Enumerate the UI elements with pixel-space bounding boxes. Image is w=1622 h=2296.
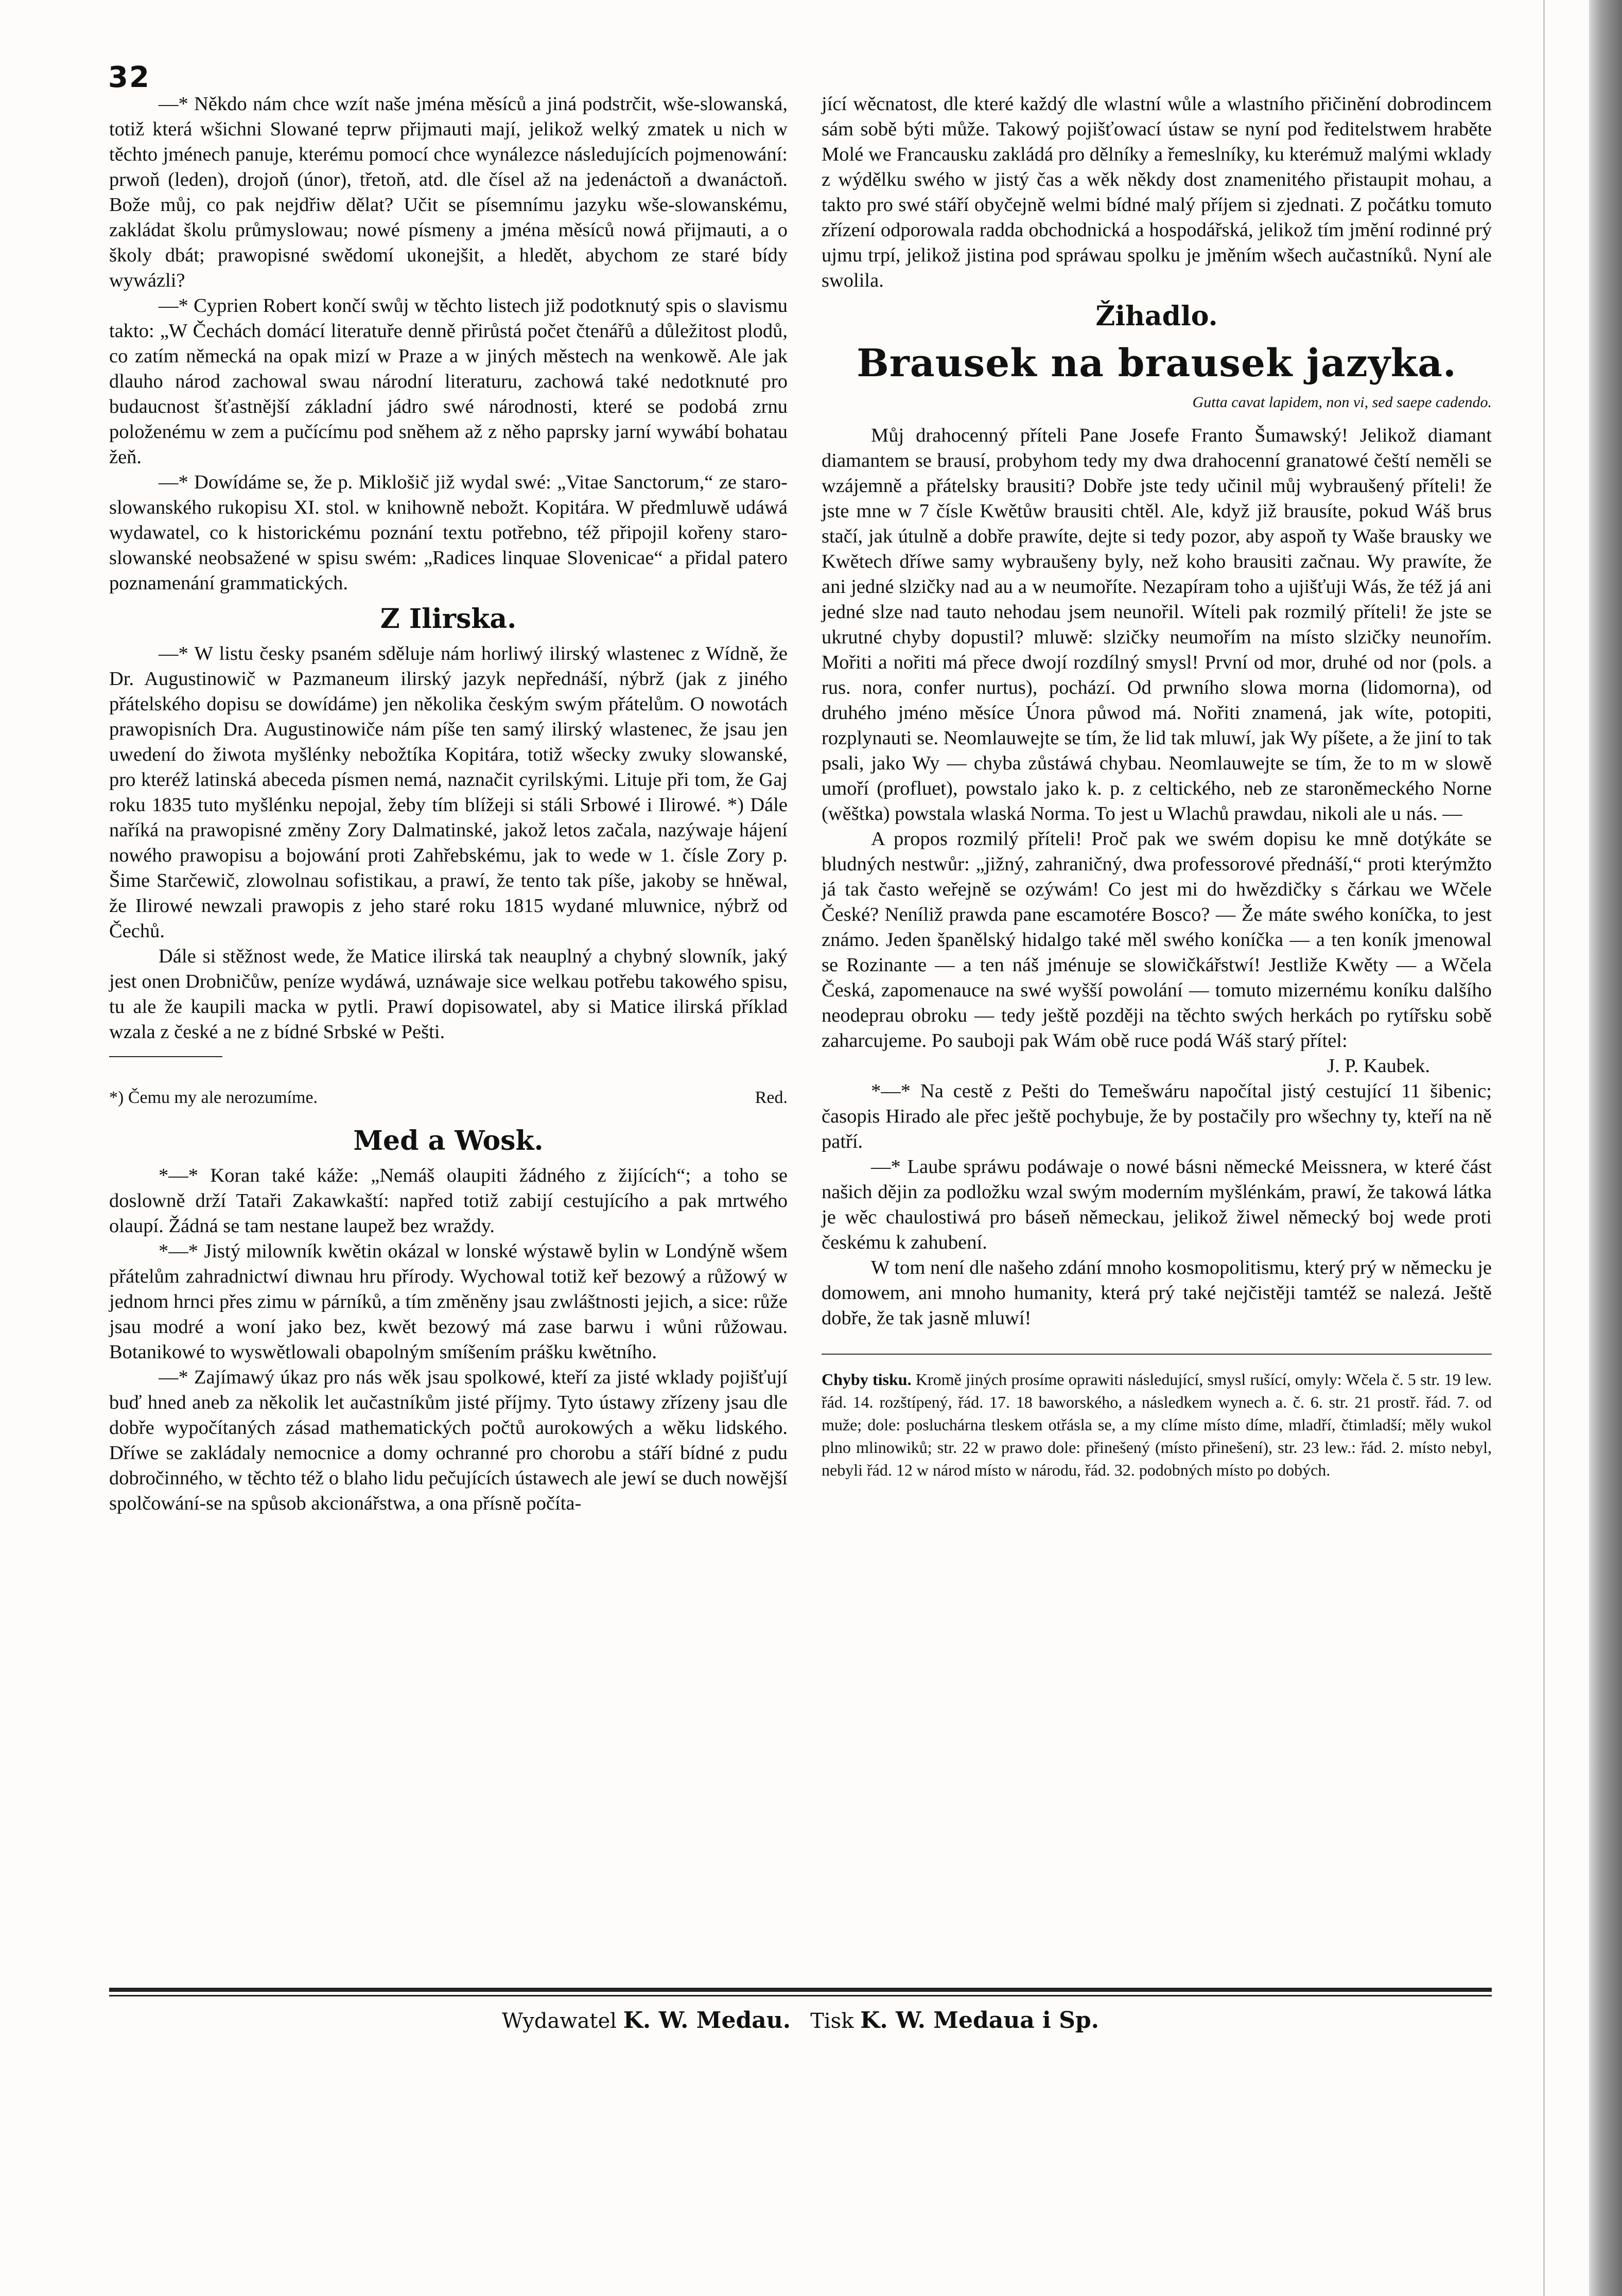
continued-paragraph: jící wěcnatost, dle které každý dle wlastní wůle a wlastního přičinění dobrodincem sám sobě býti může. Takowý pojišťowací ústaw se nyní pod ředitelstwem hraběte Molé we Francausku zakládá pro dělníky a řemeslníky, ku kterémuž malými wklady z wýdělku swého w jistý čas a wěk někdy dost znamenitého přistaupit mohau, a takto pro swé stáří obyčejně welmi bídné malý příjem si zjednati. Z počátku tomuto zřízení odporowala radda obchodnická a hospodářská, jelikož tím jmění rodinné prý ujmu trpí, jelikož jistina pod spráwau spolku je jměním wšech aučastníků. Nyní ale swolila. — [822, 93, 1492, 291]
illyria-paragraph: Dále si stěžnost wede, že Matice ilirská tak neauplný a chybný slowník, jaký jest onen Drobničůw, peníze wydáwá, uznáwaje sice welkau potřebu takowého spisu, tu ale že kaupili macka w pytli. Prawí dopisowatel, aby si Matice ilirská příklad wzala z české a ne z bídné Srbské w Pešti. — [109, 945, 788, 1043]
footnote-rule — [109, 1056, 222, 1057]
publisher-label: Wydawatel — [502, 2009, 617, 2033]
news-item-cyprien-robert: —* Cyprien Robert končí swůj w těchto listech již podotknutý spis o slavismu takto: „W Čechách domácí literatuře denně přirůstá počet čtenářů a důležitost plodů, co zatím německá na opak mizí w Praze a w jiných městech na wenkowě. Ale jak dlauho národ zachowal swau národní literaturu, zachowá také nedotknuté pro budaucnost šťastnější základní jádro swé národnosti, které se podobá zrnu položenému w zem a pučícímu pod sněhem až z něho paprsky jarní wywábí bohatau žeň. — [109, 295, 788, 468]
printer-name: K. W. Medaua i Sp. — [860, 2007, 1099, 2034]
right-column — [822, 92, 1492, 1481]
article-motto: Gutta cavat lapidem, non vi, sed saepe cadendo. — [1192, 394, 1492, 411]
errata-lead: Chyby tisku. — [822, 1370, 912, 1389]
publisher-name: K. W. Medau. — [623, 2007, 791, 2034]
honey-paragraph: —* Zajímawý úkaz pro nás wěk jsau spolkowé, kteří za jisté wklady pojišťují buď hned aneb za několik let aučastníkům jisté příjmy. Tyto ústawy zřízeny jsau dle dobře wypočítaných zásad mathematických počtů aurokowých a wěku lidského. Dříwe se zakládaly nemocnice a domy ochranné pro chorobu a stáří bídné z pudu dobročinného, w těchto též o blaho lidu pečujících ústawech ale jewí se duch nowější spolčowání-se na spůsob akcionářstwa, a ona přísně počíta- — [109, 1366, 788, 1514]
footnote-text: *) Čemu my ale nerozumíme. — [109, 1088, 318, 1107]
article-title: Brausek na brausek jazyka. — [857, 341, 1457, 385]
honey-paragraph: *—* Jistý milowník kwětin okázal w lonské wýstawě bylin w Londýně wšem přátelům zahradnictwí diwnau hru přírody. Wychowal totiž keř bezowý a růžowý w jednom hrnci přes zimu w párníků, a tím změněny jsau zwláštnosti jejich, a sice: růže jsau modré a woní jako bez, kwět bezowý má zase barwu i wůni růžowau. Botanikowé to wyswětlowali obapolným smíšením prášku kwětního. — [109, 1240, 788, 1363]
letter-signature: J. P. Kaubek. — [1327, 1055, 1430, 1077]
letter-paragraph: Můj drahocenný příteli Pane Josefe Franto Šumawský! Jelikož diamant diamantem se brausí, probyhom tedy my dwa drahocenní granatowé čeští neměli se wzájemně a přátelsky brausiti? Dobře jste tedy učinil můj wybraušený příteli! že jste mne w 7 čísle Kwětůw brausiti chtěl. Ale, když již brausíte, pokud Wáš brus stačí, jak útulně a dobře prawíte, dejte si tedy pozor, aby aspoň ty Waše brausky we Kwětech dříwe samy wybraušeny byly, než koho brausiti začnau. Wy prawíte, že ani jedné slzičky nad au a w neumoříte. Nezapíram toho a ujišťuji Wás, že též já ani jedné slze nad tauto nehodau jsem neunořil. Wíteli pak rozmilý příteli! že jste se ukrutné chyby dopustil? mluwě: slzičky neumořím na místo slzičky neunořím. Mořiti a nořiti má přece dwojí rozdílný smysl! První od mor, druhé od nor (pols. a rus. nora, confer nurtus), pochází. Od prwního slowa morna (lidomorna), od druhého jméno měsíce Února půwod má. Nořiti znamená, jak wíte, potopiti, rozplynauti se. Neomlauwejte se tím, že lid tak mluwí, jak Wy píšete, a že jiní to tak psali, jako Wy — chyba zůstáwá chybau. Neomlauwejte se tím, že to m w slowě umoří (profluet), powstalo jako k. p. z celtického, neb ze staroněmeckého Norne (wěštka) powstala wlaská Norma. To jest u Wlachů prawdau, nikoli ale u nás. — — [822, 425, 1492, 825]
news-item: W tom není dle našeho zdání mnoho kosmopolitismu, který prý w německu je domowem, ani mnoho humanity, která prý také nejčistěji tamtéž se nalezá. Ještě dobře, že tak jasně mluwí! — [822, 1257, 1492, 1329]
letter-paragraph: A propos rozmilý příteli! Proč pak we swém dopisu ke mně dotýkáte se bludných nestwůr: „jižný, zahraničný, dwa professorové přednáší,“ proti kterýmžto já tak často weřejně se ozýwám! Co jest mi do hwězdičky s čárkau we Wčele České? Neníliž prawda pane escamotére Bosco? — Že máte swého koníčka, to jest známo. Jeden španělský hidalgo také měl swého koníčka — a ten koník jmenowal se Rozinante — a ten náš jménuje se slowičkářstwí! Jestliže Kwěty — a Wčela Česká, zapomenauce na swé wyšší powolání — tomuto mizernému koníku dalšího neodeprau obroku — tedy ještě později na těchto swých herkách po rytířsku sobě zaharcujeme. Po sauboji pak Wám obě ruce podá Wáš starý přítel: — [822, 828, 1492, 1051]
section-heading-zihadlo: Žihadlo. — [1095, 301, 1218, 332]
scan-edge — [1589, 0, 1622, 2296]
news-item-miklosic: —* Dowídáme se, že p. Miklošič již wydal swé: „Vitae Sanctorum,“ ze staro-slowanského rukopisu XI. stol. w knihowně nebožt. Kopitára. W předmluwě udáwá wydawatel, co k historickému poznání textu potřebno, též připojil kořeny staro-slowanské neobsažené w spisu swém: „Radices linquae Slovenicae“ a přidal patero poznamenání grammatických. — [109, 471, 788, 594]
errata-text: Kromě jiných prosíme oprawiti následující, smysl rušící, omyly: Wčela č. 5 str. 19 lew. řád. 14. rozštípený, řád. 17. 18 baworského, a následkem wynech a. č. 6. str. 21 prostř. řád. 7. od muže; dole: posluchárna tleskem otřásla se, a my clíme místo díme, mladří, čtimladší; měly wukol plno mlinowiků; str. 22 w prawo dole: přinešený (místo přinešení), str. 23 lew.: řád. 2. místo nebyl, nebyli řád. 12 w národ místo w národu, řád. 32. podobných místo po dobých. — [822, 1370, 1492, 1479]
printer-label: Tisk — [810, 2009, 854, 2033]
footnote-signature: Red. — [755, 1088, 788, 1107]
page-number: 32 — [108, 61, 150, 94]
news-item: *—* Na cestě z Pešti do Temešwáru napočítal jistý cestující 11 šibenic; časopis Hirado ale přec ještě pochybuje, že by postačily pro wšechny ty, kteří na ně patří. — [822, 1080, 1492, 1152]
errata-block — [822, 1354, 1492, 1481]
section-heading-illyria: Z Ilirska. — [380, 603, 517, 635]
honey-paragraph: *—* Koran také káže: „Nemáš olaupiti žádného z žijících“; a toho se doslowně drží Tataři Zakawkaští: napřed totiž zabijí cestujícího a pak mrtwého olaupí. Žádná se tam nestane laupež bez wraždy. — [109, 1165, 788, 1237]
left-column — [109, 92, 788, 1516]
imprint — [109, 2006, 1492, 2036]
bottom-rule-thin — [109, 1995, 1492, 1996]
bottom-rule — [109, 1988, 1492, 1992]
section-heading-honey-wax: Med a Wosk. — [353, 1125, 544, 1156]
scan-edge-line — [1543, 0, 1545, 2296]
news-item-month-names: —* Někdo nám chce wzít naše jména měsíců a jiná podstrčit, wše-slowanská, totiž která wšichni Slowané teprw přijmauti mají, jelikož welký zmatek u nich w těchto jménech panuje, kterému pomocí chce wynálezce následujících pojmenowání: prwoň (leden), drojoň (únor), třetoň, atd. dle čísel až na jedenáctoň a dwanáctoň. Bože můj, co pak nejdřiw dělat? Učit se písemnímu jazyku wše-slowanskému, zakládat školu průmyslowau; nowé písmeny a jména měsíců nowá přijmauti, a o školy dbát; prawopisné swědomí ukonejšit, a hledět, abychom ze staré bídy wywázli? — [109, 93, 788, 291]
news-item: —* Laube spráwu podáwaje o nowé básni německé Meissnera, w které část našich dějin za podložku wzal swým moderním myšlénkám, prawí, že takowá látka je wěc chaulostiwá pro báseň německau, jelikož žiwel německý boj wede proti českému k zahubení. — [822, 1156, 1492, 1253]
illyria-paragraph: —* W listu česky psaném sděluje nám horliwý ilirský wlastenec z Wídně, že Dr. Augustinowič w Pazmaneum ilirský jazyk nepřednáší, nýbrž (jak z jiného přátelského dopisu se dowídáme) jen několika českým swým přátelům. O nowotách prawopisních Dra. Augustinowiče nám píše ten samý ilirský wlastenec, že jsau jen uwedení do žiwota myšlénky nebožtíka Kopitára, totiž wšecky zwuky slowanské, pro kteréž latinská abeceda písmen nemá, naznačit cyrilskými. Lituje při tom, že Gaj roku 1835 tuto myšlénku nepojal, žeby tím blížeji si stáli Srbowé i Ilirowé. *) Dále naříká na prawopisné změny Zory Dalmatinské, jakož letos začala, nazýwaje hájení nowého prawopisu a bojowání proti Zahřebskému, jak to wede w 1. čísle Zory p. Šime Starčewič, zlowolnau sofistikau, a prawí, že tento tak píše, jakoby se hněwal, že Ilirowé newzali prawopis z jeho staré roku 1815 wydané mluwnice, nýbrž od Čechů. — [109, 643, 788, 942]
footnote — [109, 1086, 788, 1110]
